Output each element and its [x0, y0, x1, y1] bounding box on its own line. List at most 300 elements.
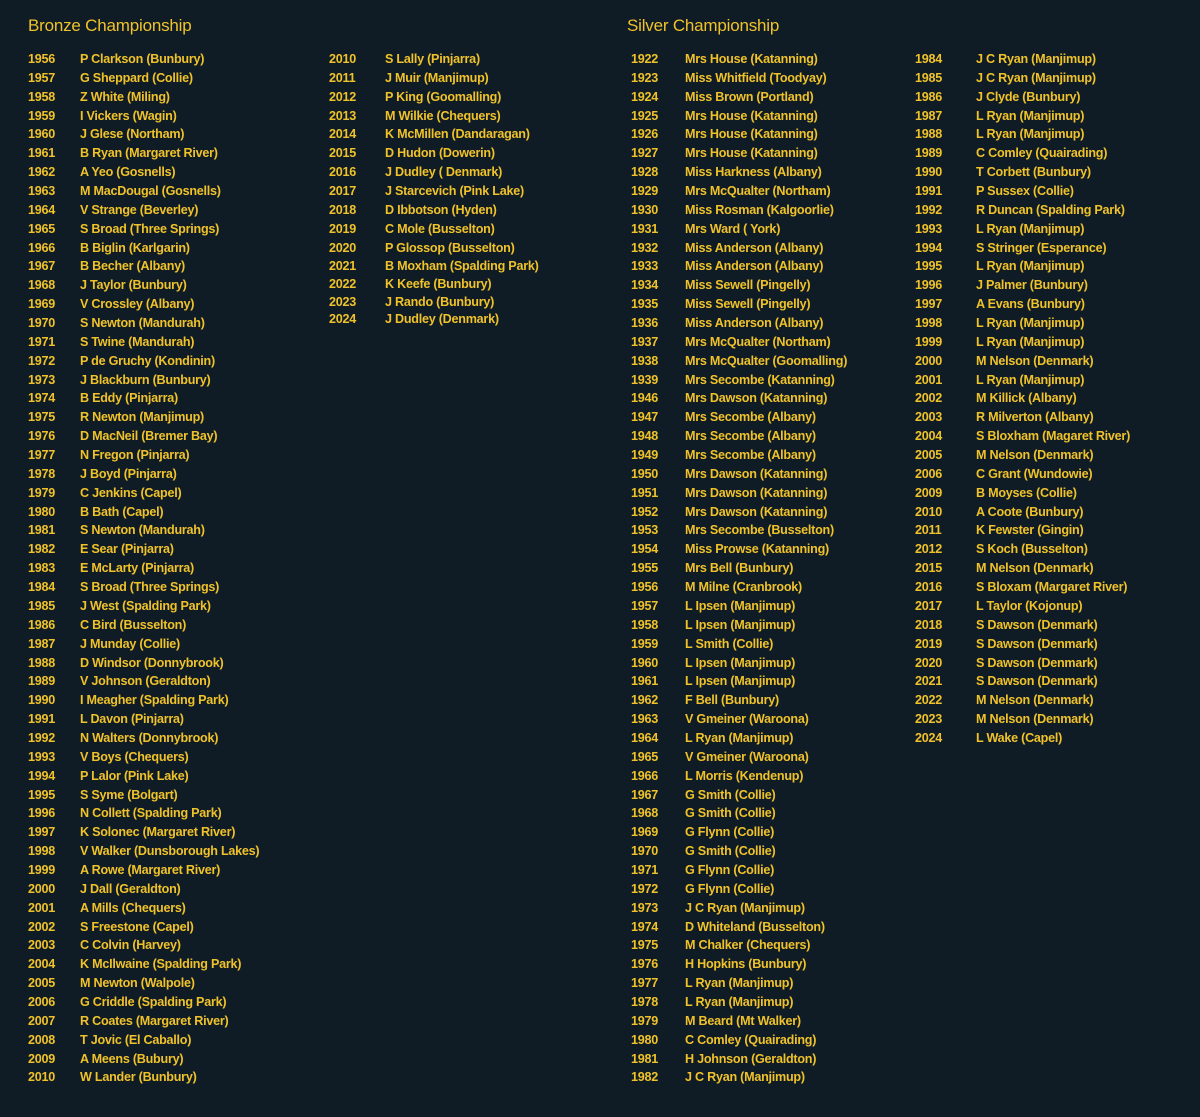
winner-year: 2021: [915, 674, 943, 689]
winner-year: 1976: [631, 957, 659, 972]
winner-year: 2006: [28, 994, 56, 1009]
winner-row: [915, 257, 1130, 276]
winner-name: L Ipsen (Manjimup): [685, 598, 796, 613]
winner-name: H Hopkins (Bunbury): [685, 957, 807, 972]
winner-name: G Sheppard (Collie): [80, 70, 193, 85]
winner-year: 1997: [915, 297, 943, 312]
winner-year: 1970: [28, 316, 56, 331]
winner-row: [915, 521, 1130, 540]
winner-name: B Ryan (Margaret River): [80, 146, 218, 161]
winner-year: 2015: [329, 146, 357, 161]
winner-row: [28, 50, 259, 69]
winner-year: 1991: [28, 712, 56, 727]
winner-name: M Nelson (Denmark): [976, 448, 1094, 463]
winner-name: J Starcevich (Pink Lake): [385, 184, 524, 199]
winner-year: 1973: [28, 372, 56, 387]
winner-year: 1958: [28, 89, 56, 104]
winner-row: [915, 314, 1130, 333]
winner-row: [28, 786, 259, 805]
winner-name: K Solonec (Margaret River): [80, 825, 236, 840]
winner-year: 2001: [915, 372, 943, 387]
winner-year: 2010: [28, 1070, 56, 1085]
winner-year: 1926: [631, 127, 659, 142]
winner-year: 1927: [631, 146, 659, 161]
winner-name: Mrs Dawson (Katanning): [685, 466, 828, 481]
winner-year: 2012: [329, 89, 357, 104]
winner-year: 1964: [28, 202, 56, 217]
winner-year: 2016: [329, 165, 357, 180]
silver-championship-title: Silver Championship: [627, 16, 780, 35]
winner-name: G Smith (Collie): [685, 844, 776, 859]
winner-row: [28, 672, 259, 691]
winner-name: V Johnson (Geraldton): [80, 674, 211, 689]
winner-year: 1993: [915, 221, 943, 236]
winner-name: A Rowe (Margaret River): [80, 862, 221, 877]
winner-name: M Newton (Walpole): [80, 976, 195, 991]
winner-name: N Walters (Donnybrook): [80, 730, 219, 745]
winner-year: 1991: [915, 184, 943, 199]
winner-year: 1961: [631, 674, 659, 689]
winner-year: 1988: [915, 127, 943, 142]
winner-year: 1972: [631, 881, 659, 896]
winner-row: [28, 597, 259, 616]
winner-row: [631, 1031, 847, 1050]
winner-name: L Smith (Collie): [685, 636, 774, 651]
winner-row: [631, 899, 847, 918]
winner-year: 1971: [28, 334, 56, 349]
winner-row: [28, 446, 259, 465]
winner-name: S Broad (Three Springs): [80, 580, 220, 595]
winner-row: [915, 295, 1130, 314]
winner-year: 1937: [631, 334, 659, 349]
winner-row: [631, 729, 847, 748]
winner-row: [915, 201, 1130, 220]
winner-name: A Meens (Bubury): [80, 1051, 184, 1066]
winner-year: 2023: [915, 712, 943, 727]
winner-year: 1958: [631, 617, 659, 632]
winner-row: [28, 767, 259, 786]
winner-row: [631, 125, 847, 144]
winner-year: 1987: [28, 636, 56, 651]
winner-year: 2016: [915, 580, 943, 595]
winner-row: [631, 484, 847, 503]
winner-row: [631, 371, 847, 390]
winner-name: Mrs House (Katanning): [685, 108, 818, 123]
winner-year: 1974: [631, 919, 659, 934]
winner-name: L Ryan (Manjimup): [976, 108, 1085, 123]
winner-row: [28, 974, 259, 993]
winner-name: C Grant (Wundowie): [976, 466, 1093, 481]
winner-row: [631, 69, 847, 88]
winner-row: [28, 503, 259, 522]
winner-name: K McMillen (Dandaragan): [385, 127, 530, 142]
winner-row: [28, 729, 259, 748]
winner-year: 2011: [329, 70, 356, 85]
winner-row: [28, 239, 259, 258]
winner-name: Miss Sewell (Pingelly): [685, 278, 811, 293]
winner-year: 1928: [631, 165, 659, 180]
winner-name: Mrs House (Katanning): [685, 146, 818, 161]
winner-year: 2017: [329, 184, 357, 199]
winner-row: [329, 220, 539, 239]
winner-row: [631, 220, 847, 239]
winner-name: L Ryan (Manjimup): [976, 259, 1085, 274]
bronze-list-column-1: [28, 50, 259, 1087]
winner-year: 1963: [28, 184, 56, 199]
winner-row: [631, 314, 847, 333]
winner-year: 1999: [915, 334, 943, 349]
winner-row: [915, 578, 1130, 597]
winner-year: 1994: [28, 768, 56, 783]
winner-row: [28, 710, 259, 729]
winner-name: S Newton (Mandurah): [80, 316, 205, 331]
winner-row: [28, 899, 259, 918]
winner-year: 1955: [631, 561, 659, 576]
winner-name: N Fregon (Pinjarra): [80, 448, 190, 463]
winner-name: J Palmer (Bunbury): [976, 278, 1088, 293]
winner-name: B Eddy (Pinjarra): [80, 391, 178, 406]
winner-year: 1934: [631, 278, 659, 293]
winner-year: 1985: [915, 70, 943, 85]
winner-name: J Rando (Bunbury): [385, 294, 495, 309]
winner-year: 1965: [631, 749, 659, 764]
winner-year: 1980: [631, 1032, 659, 1047]
winner-row: [631, 427, 847, 446]
winner-row: [631, 974, 847, 993]
winner-row: [329, 107, 539, 126]
winner-name: B Biglin (Karlgarin): [80, 240, 190, 255]
winner-row: [329, 257, 539, 276]
winner-row: [28, 918, 259, 937]
winner-name: Mrs Dawson (Katanning): [685, 391, 828, 406]
winner-row: [28, 748, 259, 767]
winner-year: 2018: [329, 202, 357, 217]
winner-row: [631, 276, 847, 295]
winner-name: G Flynn (Collie): [685, 825, 775, 840]
winner-row: [631, 616, 847, 635]
winner-year: 1976: [28, 429, 56, 444]
winner-year: 1977: [631, 976, 659, 991]
winner-year: 1980: [28, 504, 56, 519]
winner-name: L Ryan (Manjimup): [685, 976, 794, 991]
winner-name: J West (Spalding Park): [80, 598, 211, 613]
winner-name: V Gmeiner (Waroona): [685, 712, 809, 727]
winner-name: M Killick (Albany): [976, 391, 1077, 406]
winner-name: J Dall (Geraldton): [80, 881, 181, 896]
winner-name: L Ryan (Manjimup): [685, 994, 794, 1009]
winner-name: S Koch (Busselton): [976, 542, 1088, 557]
winner-row: [631, 597, 847, 616]
winner-row: [915, 182, 1130, 201]
winner-name: K Fewster (Gingin): [976, 523, 1084, 538]
winner-row: [631, 918, 847, 937]
winner-row: [915, 635, 1130, 654]
winner-row: [915, 672, 1130, 691]
winner-name: P de Gruchy (Kondinin): [80, 353, 215, 368]
winner-row: [915, 597, 1130, 616]
winner-name: C Colvin (Harvey): [80, 938, 181, 953]
winner-row: [28, 1031, 259, 1050]
winner-name: J C Ryan (Manjimup): [685, 1070, 805, 1085]
winner-year: 1967: [28, 259, 56, 274]
winner-row: [329, 88, 539, 107]
winner-row: [631, 786, 847, 805]
winner-name: Miss Anderson (Albany): [685, 316, 824, 331]
winner-year: 1977: [28, 448, 56, 463]
winner-row: [631, 50, 847, 69]
winner-year: 1935: [631, 297, 659, 312]
winner-row: [28, 88, 259, 107]
winner-row: [28, 69, 259, 88]
winner-year: 2002: [915, 391, 943, 406]
winner-name: D Ibbotson (Hyden): [385, 202, 497, 217]
winner-year: 1933: [631, 259, 659, 274]
winner-name: L Wake (Capel): [976, 730, 1063, 745]
winner-row: [915, 427, 1130, 446]
winner-row: [915, 484, 1130, 503]
winner-row: [631, 446, 847, 465]
winner-name: J Boyd (Pinjarra): [80, 466, 177, 481]
winner-year: 2019: [915, 636, 943, 651]
winner-row: [631, 295, 847, 314]
winner-year: 1978: [28, 466, 56, 481]
winner-name: H Johnson (Geraldton): [685, 1051, 817, 1066]
winner-name: Miss Harkness (Albany): [685, 165, 822, 180]
winner-year: 1968: [28, 278, 56, 293]
winner-row: [28, 484, 259, 503]
winner-row: [915, 691, 1130, 710]
winner-year: 1966: [28, 240, 56, 255]
winner-name: Mrs Secombe (Albany): [685, 410, 816, 425]
winner-name: M Wilkie (Chequers): [385, 108, 501, 123]
winner-row: [28, 936, 259, 955]
winner-year: 1981: [28, 523, 56, 538]
winner-name: G Flynn (Collie): [685, 881, 775, 896]
winner-row: [329, 201, 539, 220]
winner-year: 2009: [28, 1051, 56, 1066]
winner-year: 1922: [631, 52, 659, 66]
winner-name: S Bloxham (Magaret River): [976, 429, 1131, 444]
winner-year: 1978: [631, 994, 659, 1009]
winner-row: [915, 220, 1130, 239]
winner-row: [28, 295, 259, 314]
winner-row: [631, 107, 847, 126]
winner-year: 1979: [28, 485, 56, 500]
winner-row: [915, 710, 1130, 729]
winner-year: 2004: [915, 429, 943, 444]
winner-year: 1985: [28, 598, 56, 613]
winner-name: J Dudley (Denmark): [385, 311, 499, 326]
winner-year: 1987: [915, 108, 943, 123]
winner-name: L Ryan (Manjimup): [976, 221, 1085, 236]
winner-name: M Nelson (Denmark): [976, 353, 1094, 368]
winner-row: [915, 616, 1130, 635]
winner-year: 1947: [631, 410, 659, 425]
winner-row: [28, 182, 259, 201]
winner-year: 1931: [631, 221, 659, 236]
winner-row: [631, 635, 847, 654]
winner-year: 2003: [915, 410, 943, 425]
winner-year: 1993: [28, 749, 56, 764]
winner-name: Miss Sewell (Pingelly): [685, 297, 811, 312]
winner-year: 1995: [915, 259, 943, 274]
winner-row: [915, 239, 1130, 258]
winner-year: 2023: [329, 294, 357, 309]
winner-name: Mrs McQualter (Goomalling): [685, 353, 848, 368]
winner-name: J Muir (Manjimup): [385, 70, 489, 85]
winner-year: 2001: [28, 900, 56, 915]
winner-row: [915, 540, 1130, 559]
winner-year: 1998: [28, 844, 56, 859]
winner-row: [631, 993, 847, 1012]
winner-row: [329, 311, 539, 328]
winner-name: L Davon (Pinjarra): [80, 712, 184, 727]
winner-year: 2021: [329, 259, 357, 274]
winner-name: C Comley (Quairading): [685, 1032, 817, 1047]
winner-row: [631, 691, 847, 710]
winner-year: 1952: [631, 504, 659, 519]
winner-year: 1962: [28, 165, 56, 180]
winner-row: [28, 408, 259, 427]
winner-name: G Flynn (Collie): [685, 862, 775, 877]
winner-row: [28, 521, 259, 540]
winner-year: 2013: [329, 108, 357, 123]
winner-year: 1951: [631, 485, 659, 500]
winner-name: L Ryan (Manjimup): [685, 730, 794, 745]
winner-name: C Mole (Busselton): [385, 221, 495, 236]
winner-year: 1925: [631, 108, 659, 123]
winner-year: 1967: [631, 787, 659, 802]
winner-year: 1983: [28, 561, 56, 576]
winner-year: 1971: [631, 862, 659, 877]
winner-year: 2007: [28, 1013, 56, 1028]
winner-name: V Gmeiner (Waroona): [685, 749, 809, 764]
silver-list-column-2: [915, 50, 1130, 748]
winner-year: 1984: [915, 52, 943, 66]
winner-year: 1981: [631, 1051, 659, 1066]
winner-row: [329, 163, 539, 182]
winner-year: 1954: [631, 542, 659, 557]
winner-name: L Ryan (Manjimup): [976, 334, 1085, 349]
winner-year: 2024: [329, 311, 357, 326]
winner-row: [915, 559, 1130, 578]
winner-row: [915, 144, 1130, 163]
winner-name: S Newton (Mandurah): [80, 523, 205, 538]
winner-name: G Smith (Collie): [685, 806, 776, 821]
winner-name: J Glese (Northam): [80, 127, 185, 142]
winner-row: [28, 163, 259, 182]
winner-row: [915, 333, 1130, 352]
winner-row: [915, 107, 1130, 126]
winner-name: M MacDougal (Gosnells): [80, 184, 221, 199]
winner-name: J Munday (Collie): [80, 636, 181, 651]
winner-name: R Newton (Manjimup): [80, 410, 204, 425]
winner-name: J C Ryan (Manjimup): [976, 70, 1096, 85]
winner-row: [28, 955, 259, 974]
winner-year: 1996: [915, 278, 943, 293]
winner-row: [329, 182, 539, 201]
winner-name: Miss Rosman (Kalgoorlie): [685, 202, 834, 217]
winner-row: [631, 239, 847, 258]
winner-name: Mrs Secombe (Katanning): [685, 372, 835, 387]
winner-name: A Mills (Chequers): [80, 900, 186, 915]
winner-row: [631, 163, 847, 182]
winner-name: L Ryan (Manjimup): [976, 372, 1085, 387]
winner-name: S Broad (Three Springs): [80, 221, 220, 236]
winner-name: L Taylor (Kojonup): [976, 598, 1083, 613]
winner-name: Mrs Secombe (Busselton): [685, 523, 834, 538]
winner-name: I Meagher (Spalding Park): [80, 693, 229, 708]
winner-row: [915, 446, 1130, 465]
winner-year: 1990: [28, 693, 56, 708]
winner-row: [631, 333, 847, 352]
winner-year: 1970: [631, 844, 659, 859]
winner-name: S Syme (Bolgart): [80, 787, 178, 802]
winner-name: S Dawson (Denmark): [976, 636, 1098, 651]
winner-name: M Beard (Mt Walker): [685, 1013, 801, 1028]
winner-row: [915, 465, 1130, 484]
winner-row: [631, 1068, 847, 1087]
winner-year: 1989: [28, 674, 56, 689]
winner-row: [915, 503, 1130, 522]
winner-name: M Nelson (Denmark): [976, 561, 1094, 576]
winner-name: Mrs House (Katanning): [685, 52, 818, 66]
winner-year: 1975: [631, 938, 659, 953]
winner-year: 1974: [28, 391, 56, 406]
winner-year: 2022: [329, 277, 357, 292]
winner-year: 2005: [915, 448, 943, 463]
winner-name: V Boys (Chequers): [80, 749, 189, 764]
winner-year: 2011: [915, 523, 942, 538]
winner-name: P Glossop (Busselton): [385, 240, 515, 255]
winner-year: 1957: [631, 598, 659, 613]
winner-year: 2012: [915, 542, 943, 557]
winner-row: [28, 107, 259, 126]
winner-name: B Moyses (Collie): [976, 485, 1077, 500]
winner-name: Z White (Miling): [80, 89, 170, 104]
winner-name: S Dawson (Denmark): [976, 617, 1098, 632]
winner-name: L Ipsen (Manjimup): [685, 617, 796, 632]
winner-row: [631, 955, 847, 974]
winner-name: F Bell (Bunbury): [685, 693, 779, 708]
winner-row: [329, 276, 539, 293]
winner-row: [329, 125, 539, 144]
winner-year: 2014: [329, 127, 357, 142]
winner-year: 2008: [28, 1032, 56, 1047]
winner-name: C Comley (Quairading): [976, 146, 1108, 161]
winner-row: [631, 389, 847, 408]
winner-year: 1966: [631, 768, 659, 783]
winner-year: 1964: [631, 730, 659, 745]
winner-year: 2009: [915, 485, 943, 500]
winner-year: 2022: [915, 693, 943, 708]
winner-row: [631, 748, 847, 767]
winner-name: J Clyde (Bunbury): [976, 89, 1081, 104]
winner-year: 1963: [631, 712, 659, 727]
winner-row: [631, 654, 847, 673]
winner-row: [631, 352, 847, 371]
winner-year: 1929: [631, 184, 659, 199]
winner-name: J C Ryan (Manjimup): [976, 52, 1096, 66]
winner-name: L Morris (Kendenup): [685, 768, 804, 783]
winner-year: 1962: [631, 693, 659, 708]
winner-year: 1956: [631, 580, 659, 595]
winner-name: C Jenkins (Capel): [80, 485, 182, 500]
winner-row: [631, 1050, 847, 1069]
winner-name: P Sussex (Collie): [976, 184, 1074, 199]
winner-year: 1992: [915, 202, 943, 217]
winner-name: V Walker (Dunsborough Lakes): [80, 844, 260, 859]
